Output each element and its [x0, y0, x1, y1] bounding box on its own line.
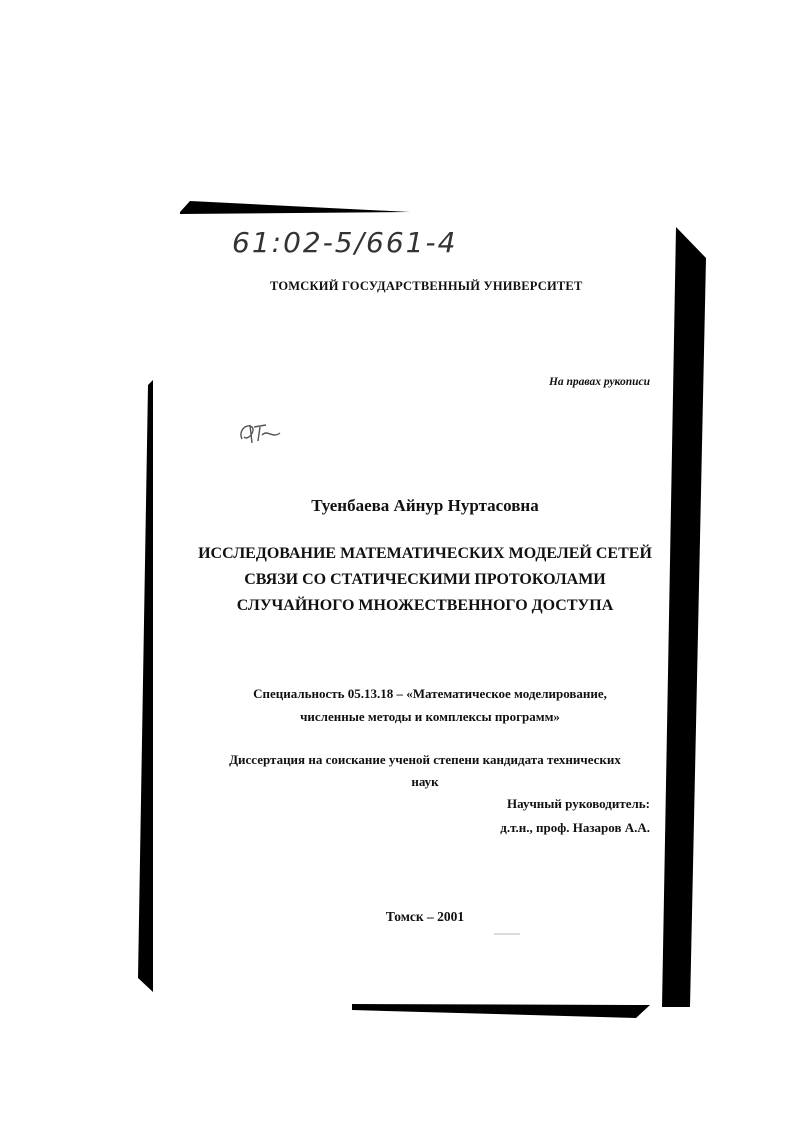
- scan-edge-bottom-bar: [352, 1004, 650, 1018]
- university-name: ТОМСКИЙ ГОСУДАРСТВЕННЫЙ УНИВЕРСИТЕТ: [270, 279, 583, 293]
- dissertation-title: [180, 541, 670, 619]
- signature-mark: [236, 417, 286, 447]
- dissertation-degree: [200, 749, 650, 793]
- title-line: СЛУЧАЙНОГО МНОЖЕСТВЕННОГО ДОСТУПА: [236, 597, 614, 614]
- specialty-line: Специальность 05.13.18 – «Математическое моделирование,: [253, 686, 607, 701]
- degree-line: Диссертация на соискание ученой степени кандидата технических: [229, 752, 621, 767]
- degree-line: наук: [411, 774, 439, 789]
- title-line: СВЯЗИ СО СТАТИЧЕСКИМИ ПРОТОКОЛАМИ: [244, 571, 606, 588]
- city-year: Томск – 2001: [385, 909, 465, 924]
- rights-note: На правах рукописи: [548, 376, 650, 388]
- specialty: [200, 682, 660, 728]
- scan-edge-top-bar: [180, 201, 410, 214]
- author-name: Туенбаева Айнур Нуртасовна: [311, 496, 539, 515]
- handwritten-archive-code: 61:02-5/661-4: [232, 226, 458, 259]
- scan-edge-left-bar: [138, 380, 153, 992]
- scientific-advisor: [500, 792, 650, 840]
- advisor-name: д.т.н., проф. Назаров А.А.: [500, 820, 650, 835]
- advisor-label: Научный руководитель:: [507, 796, 650, 811]
- specialty-line: численные методы и комплексы программ»: [300, 709, 560, 724]
- title-line: ИССЛЕДОВАНИЕ МАТЕМАТИЧЕСКИХ МОДЕЛЕЙ СЕТЕЙ: [198, 545, 652, 562]
